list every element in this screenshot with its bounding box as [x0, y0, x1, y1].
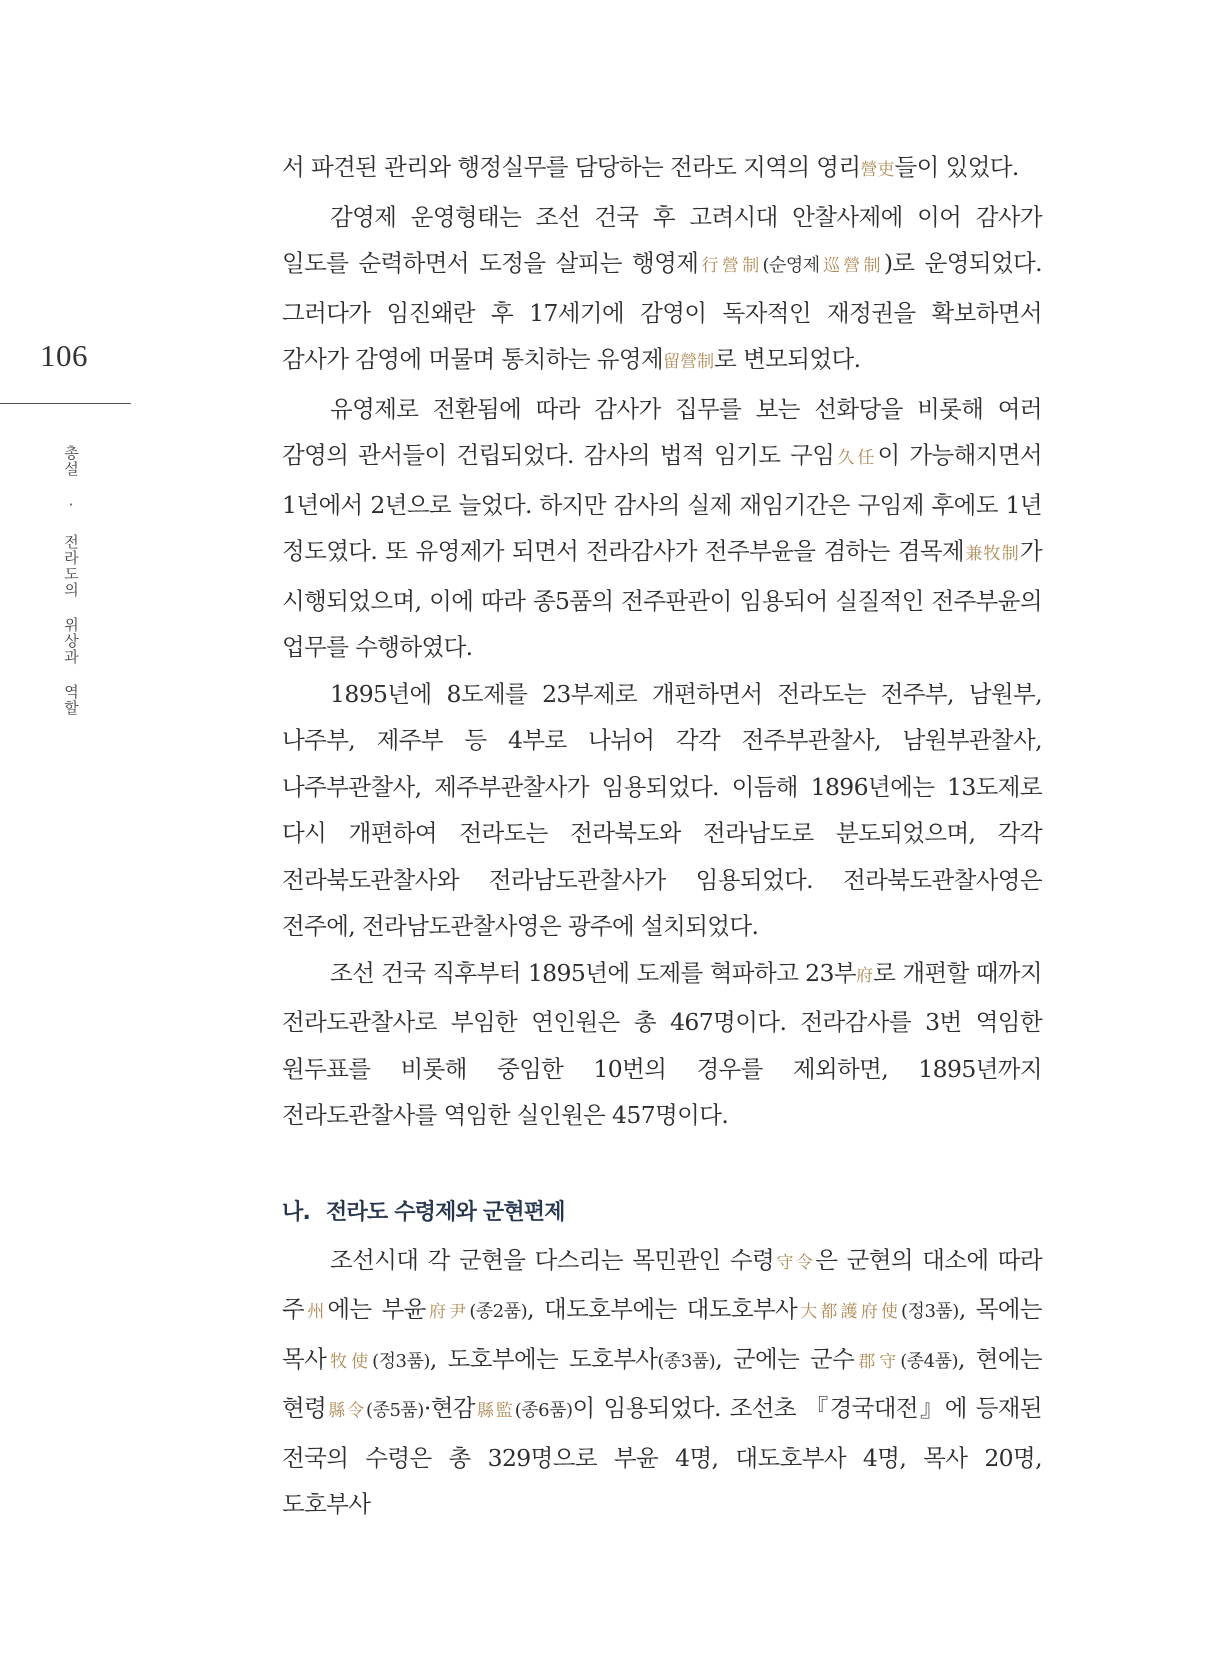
hanja-annotation: 牧使 — [326, 1351, 373, 1372]
text-run: 이 가능해지면서 1년에서 2년으로 늘었다. 하지만 감사의 실제 재임기간은 구임제 후에도 1년 정도였다. 또 유영제가 되면서 전라감사가 전주부윤을 겸하는 겸목제 — [282, 441, 1043, 565]
text-run: 가 시행되었으며, 이에 따라 종5품의 전주판관이 임용되어 실질적인 전주부윤의 업무를 수행하였다. — [282, 537, 1042, 661]
rank-note: (종4품) — [900, 1350, 958, 1372]
running-title: 총설 · 전라도의 위상과 역할 — [62, 445, 80, 716]
text-run: , 군에는 군수 — [715, 1344, 855, 1373]
text-run: , 대도호부에는 대도호부사 — [527, 1295, 798, 1323]
text-run: 이 임용되었다. 조선초 『경국대전』에 등재된 전국의 수령은 총 329명으로 부윤 4명, 대도호부사 4명, 목사 20명, 도호부사 — [282, 1394, 1043, 1518]
rank-note: (정3품) — [901, 1301, 959, 1322]
paragraph-2 — [282, 194, 1042, 386]
hanja-annotation: 縣監 — [474, 1401, 515, 1421]
body-content — [282, 144, 1042, 1528]
text-run: 들이 있었다. — [894, 153, 1019, 181]
text-run: 1895년에 8도제를 23부제로 개편하면서 전라도는 전주부, 남원부, 나주부, 제주부 등 4부로 나뉘어 각각 전주부관찰사, 남원부관찰사, 나주부관찰사, 제주부관찰사가 임용되었다. 이듬해 1896년에는 13도제로 다시 개편하여 전라도는 전라북도와 전라남도로 분도되었으며, 각각 전라북도관찰사와 전라남도관찰사가 임용되었다. 전라북도관찰사영은 전주에, 전라남도관찰사영은 광주에 설치되었다. — [282, 679, 1042, 940]
paragraph-6 — [282, 1237, 1042, 1528]
hanja-annotation: 久任 — [834, 448, 878, 468]
margin-divider — [0, 403, 131, 404]
rank-note: (정3품) — [372, 1350, 430, 1372]
text-run: 조선시대 각 군현을 다스리는 목민관인 수령 — [330, 1245, 775, 1274]
text-run: , 현에는 현령 — [282, 1344, 1043, 1422]
text-run: (순영제 — [762, 255, 820, 276]
text-run: ·현감 — [423, 1394, 475, 1422]
text-run: 로 변모되었다. — [714, 345, 861, 373]
hanja-annotation: 州 — [304, 1302, 328, 1322]
text-run: 조선 건국 직후부터 1895년에 도제를 혁파하고 23부 — [330, 958, 856, 987]
hanja-annotation: 縣令 — [326, 1401, 367, 1421]
hanja-annotation: 守令 — [774, 1252, 816, 1273]
page-number: 106 — [40, 338, 88, 373]
text-run: 에는 부윤 — [327, 1295, 426, 1323]
rank-note: (종5품) — [366, 1400, 424, 1421]
paragraph-3 — [282, 386, 1042, 671]
hanja-annotation: 郡守 — [854, 1351, 901, 1372]
hanja-annotation: 留營制 — [663, 352, 715, 372]
text-run: 감영제 운영형태는 조선 건국 후 고려시대 안찰사제에 이어 감사가 일도를 순력하면서 도정을 살피는 행영제 — [282, 202, 1042, 277]
rank-note: (종3품) — [657, 1350, 716, 1372]
hanja-annotation: 營吏 — [860, 160, 895, 180]
section-number: 나. — [282, 1199, 311, 1225]
hanja-annotation: 府尹 — [425, 1302, 470, 1322]
hanja-annotation: 行營制 — [698, 256, 763, 276]
section-heading — [282, 1193, 1042, 1233]
paragraph-1 — [282, 144, 1042, 194]
hanja-annotation: 大都護府使 — [797, 1302, 902, 1322]
section-title: 전라도 수령제와 군현편제 — [326, 1199, 565, 1225]
paragraph-4 — [282, 671, 1042, 950]
text-run: 로 개편할 때까지 전라도관찰사로 부임한 연인원은 총 467명이다. 전라감사를 3번 역임한 원두표를 비롯해 중임한 10번의 경우를 제외하면, 1895년까지 전라도관찰사를 역임한 실인원은 457명이다. — [282, 958, 1042, 1129]
text-run: 서 파견된 관리와 행정실무를 담당하는 전라도 지역의 영리 — [282, 153, 861, 181]
hanja-annotation: 兼牧制 — [964, 544, 1020, 564]
text-run: )로 운영되었다. 그러다가 임진왜란 후 17세기에 감영이 독자적인 재정권을 확보하면서 감사가 감영에 머물며 통치하는 유영제 — [282, 249, 1043, 373]
text-run: , 도호부에는 도호부사 — [429, 1344, 658, 1373]
rank-note: (종2품) — [469, 1301, 528, 1322]
paragraph-5 — [282, 950, 1042, 1139]
rank-note: (종6품) — [514, 1400, 573, 1421]
hanja-annotation: 巡營制 — [819, 256, 884, 276]
hanja-annotation: 府 — [855, 965, 874, 986]
text-run: 유영제로 전환됨에 따라 감사가 집무를 보는 선화당을 비롯해 여러 감영의 관서들이 건립되었다. 감사의 법적 임기도 구임 — [282, 394, 1042, 469]
text-run: , 목에는 목사 — [282, 1295, 1043, 1373]
text-run: 은 군현의 대소에 따라 주 — [282, 1245, 1042, 1323]
